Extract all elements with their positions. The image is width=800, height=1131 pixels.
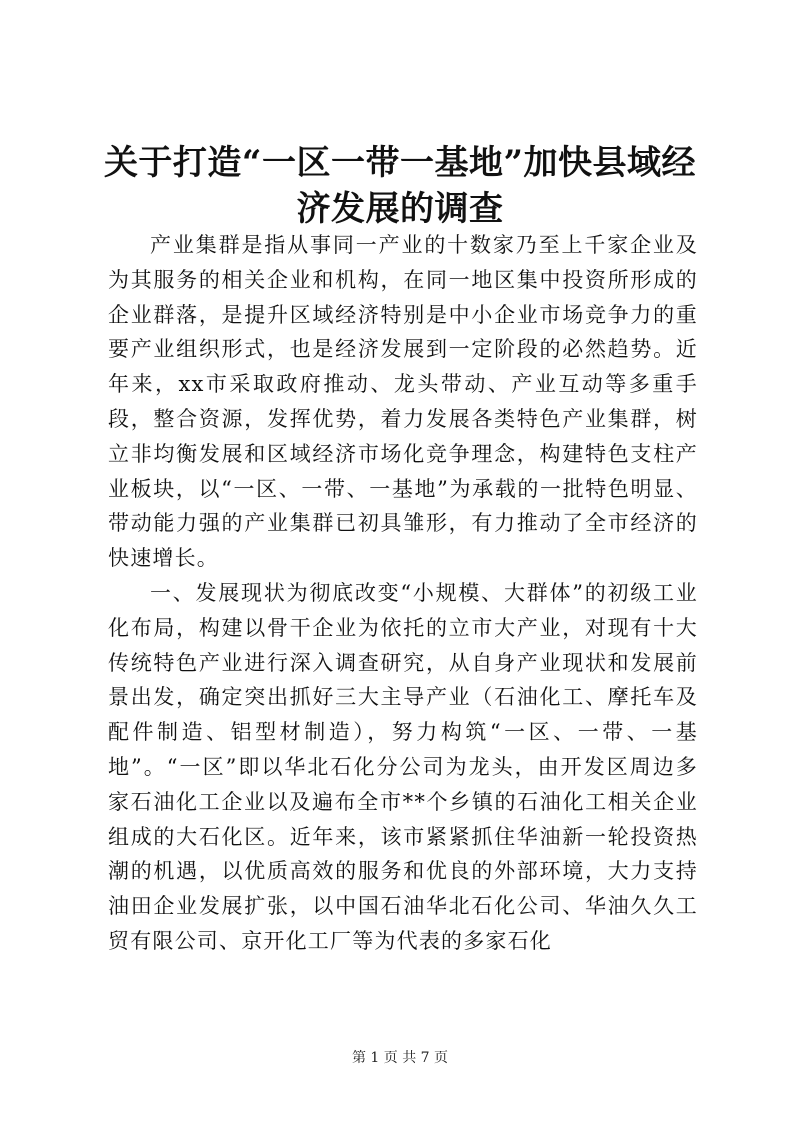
page-number: 第 1 页 共 7 页 (351, 1050, 449, 1066)
document-body (108, 228, 698, 959)
paragraph-intro: 产业集群是指从事同一产业的十数家乃至上千家企业及为其服务的相关企业和机构，在同一地区集中投资所形成的企业群落，是提升区域经济特别是中小企业市场竞争力的重要产业组织形式，也是经济发展到一定阶段的必然趋势。近年来，xx市采取政府推动、龙头带动、产业互动等多重手段，整合资源，发挥优势，着力发展各类特色产业集群，树立非均衡发展和区域经济市场化竞争理念，构建特色支柱产业板块，以“一区、一带、一基地”为承载的一批特色明显、带动能力强的产业集群已初具雏形，有力推动了全市经济的快速增长。 (108, 233, 698, 571)
document-title: 关于打造“一区一带一基地”加快县域经济发展的调查 (103, 143, 697, 229)
paragraph-development-status: 一、发展现状为彻底改变“小规模、大群体”的初级工业化布局，构建以骨干企业为依托的立市大产业，对现有十大传统特色产业进行深入调查研究，从自身产业现状和发展前景出发，确定突出抓好三大主导产业（石油化工、摩托车及配件制造、铝型材制造），努力构筑“一区、一带、一基地”。“一区”即以华北石化分公司为龙头，由开发区周边多家石油化工企业以及遍布全市**个乡镇的石油化工相关企业组成的大石化区。近年来，该市紧紧抓住华油新一轮投资热潮的机遇，以优质高效的服务和优良的外部环境，大力支持油田企业发展扩张，以中国石油华北石化公司、华油久久工贸有限公司、京开化工厂等为代表的多家石化 (108, 580, 698, 953)
